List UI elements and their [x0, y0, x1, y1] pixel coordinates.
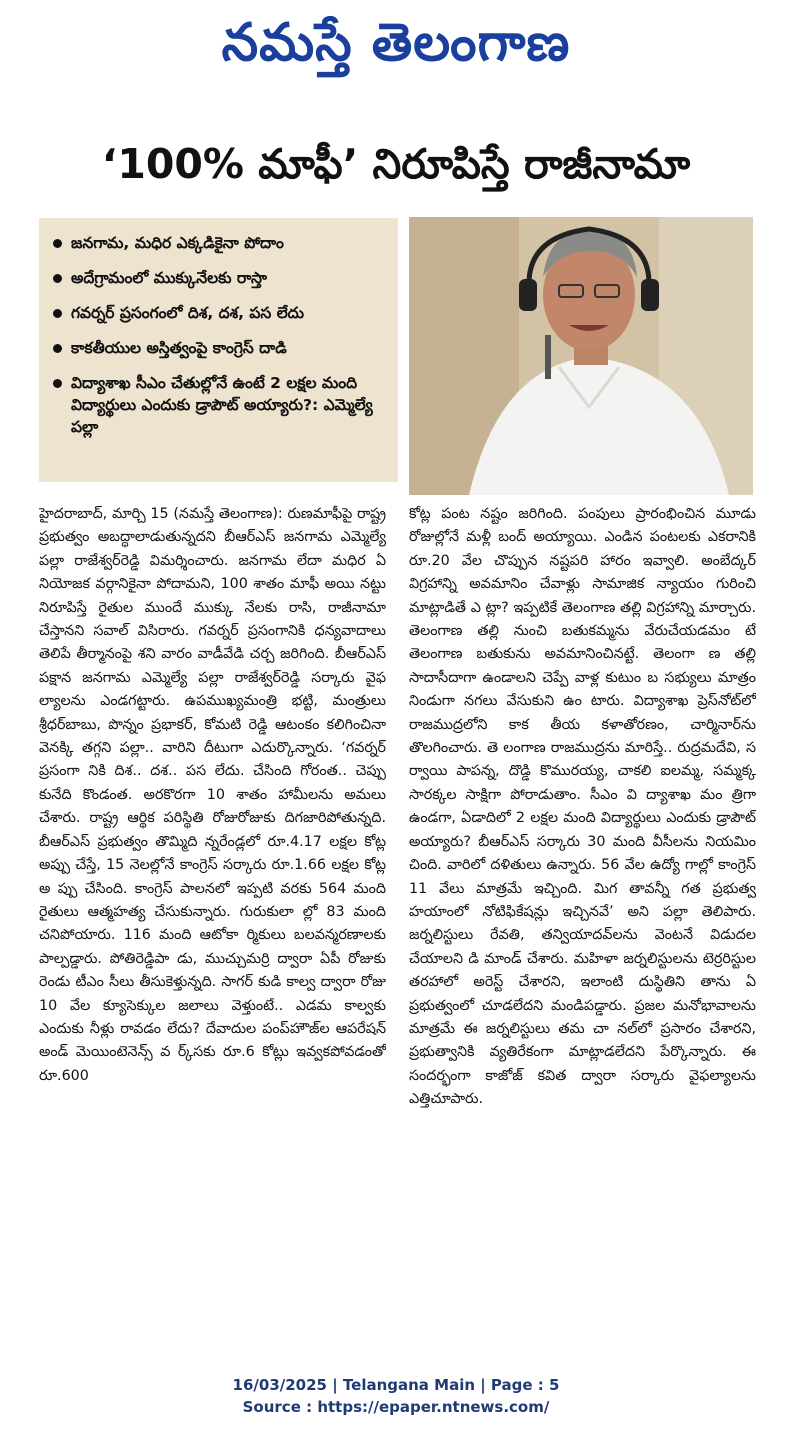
speaker-photo-illustration — [409, 217, 753, 495]
edition-info: 16/03/2025 | Telangana Main | Page : 5 — [232, 1376, 560, 1394]
speaker-photo — [409, 217, 753, 495]
bullet-icon — [53, 344, 62, 353]
highlights-box — [39, 218, 398, 482]
bullet-icon — [53, 309, 62, 318]
article-headline: ‘100% మాఫీ’ నిరూపిస్తే రాజీనామా — [101, 140, 691, 188]
bullet-icon — [53, 239, 62, 248]
highlight-item: కాకతీయుల అస్తిత్వంపై కాంగ్రెస్ దాడి — [53, 337, 388, 359]
highlight-item: గవర్నర్ ప్రసంగంలో దిశ, దశ, పస లేదు — [53, 302, 388, 324]
bullet-icon — [53, 379, 62, 388]
article-column-left: హైదరాబాద్, మార్చి 15 (నమస్తే తెలంగాణ): రుణమాఫీపై రాష్ట్ర ప్రభుత్వం అబద్ధాలాడుతున్నదని బీఆర్ఎస్ జనగామ ఎమ్మెల్యే పల్లా రాజేశ్వర్‌రెడ్డి విమర్శించారు. జనగామ లేదా మధిర ఏ నియోజక వర్గానికైనా పోదామని, 100 శాతం మాఫీ అయి నట్టు నిరూపిస్తే రైతుల ముందే ముక్కు నేలకు రాసి, రాజీనామా చేస్తానని సవాల్ విసిరారు. గవర్నర్ ప్రసంగానికి ధన్యవాదాలు తెలిపే తీర్మానంపై శని వారం వాడీవేడి చర్చ జరిగింది. బీఆర్ఎస్ పక్షాన జనగామ ఎమ్మెల్యే పల్లా రాజేశ్వర్‌రెడ్డి సర్కారు వైఫ ల్యాలను ఎండగట్టారు. ఉపముఖ్యమంత్రి భట్టి, మంత్రులు శ్రీధర్‌బాబు, పొన్నం ప్రభాకర్, కోమటి రెడ్డి ఆటంకం కలిగించినా వెనక్కి తగ్గని పల్లా.. వారిని దీటుగా ఎదుర్కొన్నారు. ‘గవర్నర్ ప్రసంగా నికి దిశ.. దశ.. పస లేదు. చేసింది గోరంత.. చెప్పు కునేది కొండంత. అరకొరగా 10 శాతం హామీలను అమలు చేశారు. రాష్ట్ర ఆర్థిక పరిస్థితి రోజురోజుకు దిగజారిపోతున్నది. బీఆర్ఎస్ ప్రభుత్వం తొమ్మిది న్నరేండ్లలో రూ.4.17 లక్షల కోట్ల అప్పు చేస్తే, 15 నెలల్లోనే కాంగ్రెస్ సర్కారు రూ.1.66 లక్షల కోట్ల అ ప్పు చేసింది. కాంగ్రెస్ పాలనలో ఇప్పటి వరకు 564 మంది రైతులు ఆత్మహత్య చేసుకున్నారు. గురుకులా ల్లో 83 మంది చనిపోయారు. 116 మంది ఆటోకా ర్మికులు బలవన్మరణాలకు పాల్పడ్డారు. పోతిరెడ్డిపా డు, ముచ్చుమర్రి ద్వారా ఏపీ రోజుకు రెండు టీఎం సీలు తీసుకెళ్తున్నది. సాగర్ కుడి కాల్వ ద్వారా రోజు 10 వేల క్యూసెక్కుల జలాలు వెళ్తుంటే.. ఎడమ కాల్వకు ఎందుకు నీళ్లు రావడం లేదు? దేవాదుల పంప్‌హౌజ్‌ల ఆపరేషన్ అండ్ మెయింటెనెన్స్ వ ర్క్‌సకు రూ.6 కోట్లు ఇవ్వకపోవడంతో రూ.600 — [39, 506, 386, 1084]
highlight-item: జనగామ, మధిర ఎక్కడికైనా పోదాం — [53, 232, 388, 254]
article-column-right: కోట్ల పంట నష్టం జరిగింది. పంపులు ప్రారంభించిన మూడు రోజుల్లోనే మళ్లీ బంద్ అయ్యాయి. ఎండిన పంటలకు ఎకరానికి రూ.20 వేల చొప్పున నష్టపరి హారం ఇవ్వాలి. అంబేద్కర్ విగ్రహాన్ని అవమానిం చేవాళ్లు సామాజిక న్యాయం గురించి మాట్లాడితే ఎ ట్లా? ఇప్పటికే తెలంగాణ తల్లి విగ్రహాన్ని మార్చారు. తెలంగాణ తల్లి నుంచి బతుకమ్మను వేరుచేయడమం టే తెలంగాణ బతుకును అవమానించినట్టే. తెలంగా ణ తల్లి సాదాసీదాగా ఉండాలని చెప్పే వాళ్ల కుటుం బ సభ్యులు మాత్రం నిండుగా నగలు వేసుకుని ఉం టారు. విద్యాశాఖ ప్రెస్‌నోట్‌లో రాజముద్రలోని కాక తీయ కళాతోరణం, చార్మినార్‌ను తొలగించారు. తె లంగాణ రాజముద్రను మారిస్తే.. రుద్రమదేవి, స ర్వాయి పాపన్న, దొడ్డి కొమురయ్య, చాకలి ఐలమ్మ, సమ్మక్క సారక్కల సాక్షిగా పోరాడుతాం. సీఎం వి ద్యాశాఖ మం త్రిగా ఉండగా, ఏడాదిలో 2 లక్షల మంది విద్యార్థులు ఎందుకు డ్రాపౌట్ అయ్యారు? బీఆర్ఎస్ సర్కారు 30 మంది వీసీలను నియమిం చింది. వారిలో దళితులు ఉన్నారు. 56 వేల ఉద్యో గాల్లో కాంగ్రెస్ 11 వేలు మాత్రమే ఇచ్చింది. మిగ తావన్నీ గత ప్రభుత్వ హయాంలో నోటిఫికేషన్లు ఇచ్చినవే’ అని పల్లా తెలిపారు. జర్నలిస్టులు రేవతి, తన్వియాదవ్‌లను వెంటనే విడుదల చేయాలని డి మాండ్ చేశారు. మహిళా జర్నలిస్టులను టెర్రరిస్టుల తరహాలో అరెస్ట్ చేశారని, ఇలాంటి దుస్థితిని తాను ఏ ప్రభుత్వంలో చూడలేదని మండిపడ్డారు. ప్రజల మనోభావాలను మాత్రమే ఈ జర్నలిస్టులు తమ చా నల్‌లో ప్రసారం చేశారని, ప్రభుత్వానికి వ్యతిరేకంగా మాట్లాడలేదని పేర్కొన్నారు. ఈ సందర్భంగా కాజోజ్ కవిత ద్వారా సర్కారు వైఫల్యాలను ఎత్తిచూపారు. — [409, 506, 756, 1108]
highlight-item: విద్యాశాఖ సీఎం చేతుల్లోనే ఉంటే 2 లక్షల మంది విద్యార్థులు ఎందుకు డ్రాపౌట్ అయ్యారు?: ఎమ్మెల్యే పల్లా — [53, 372, 388, 438]
newspaper-masthead: నమస్తే తెలంగాణ — [221, 13, 571, 73]
bullet-icon — [53, 274, 62, 283]
source-link[interactable]: Source : https://epaper.ntnews.com/ — [242, 1398, 550, 1416]
highlight-item: అదేగ్రామంలో ముక్కునేలకు రాస్తా — [53, 267, 388, 289]
